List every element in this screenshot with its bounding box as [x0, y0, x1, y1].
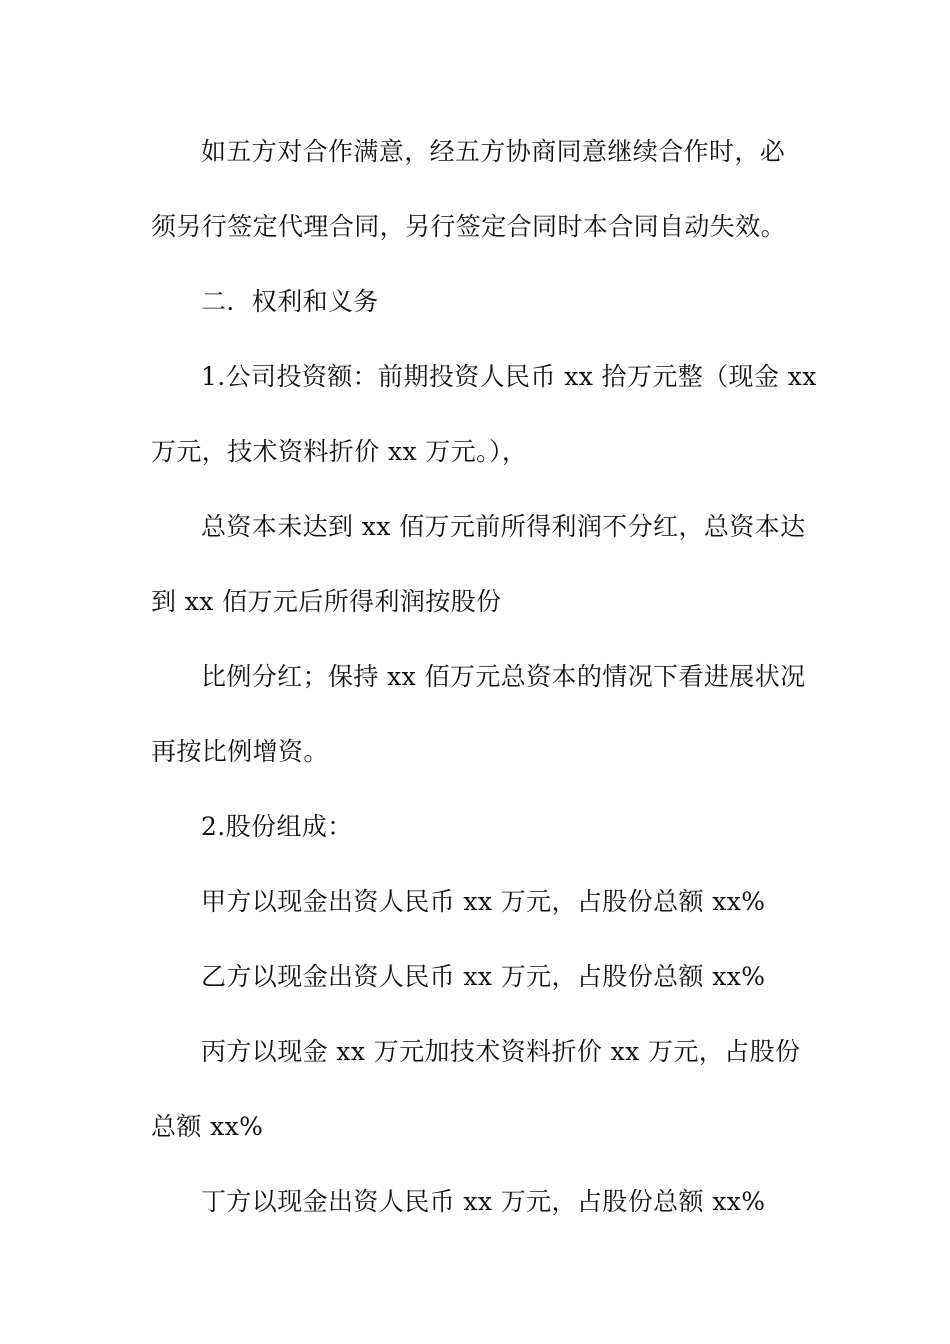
paragraph-line: 如五方对合作满意，经五方协商同意继续合作时，必	[201, 137, 786, 166]
paragraph-line: 到 xx 佰万元后所得利润按股份	[151, 587, 502, 616]
subsection-heading: 2.股份组成：	[201, 812, 353, 841]
paragraph-line: 须另行签定代理合同，另行签定合同时本合同自动失效。	[151, 212, 787, 241]
paragraph-line: 丙方以现金 xx 万元加技术资料折价 xx 万元，占股份	[201, 1037, 801, 1066]
paragraph-line: 丁方以现金出资人民币 xx 万元，占股份总额 xx%	[201, 1187, 766, 1216]
paragraph-line: 万元，技术资料折价 xx 万元。），	[151, 437, 528, 466]
paragraph-line: 比例分红；保持 xx 佰万元总资本的情况下看进展状况	[201, 662, 806, 691]
section-heading: 二．权利和义务	[201, 287, 379, 316]
paragraph-line: 总额 xx%	[151, 1112, 264, 1141]
paragraph-line: 总资本未达到 xx 佰万元前所得利润不分红，总资本达	[201, 512, 806, 541]
paragraph-line: 乙方以现金出资人民币 xx 万元，占股份总额 xx%	[201, 962, 766, 991]
paragraph-line: 1.公司投资额：前期投资人民币 xx 拾万元整（现金 xx	[201, 362, 817, 391]
paragraph-line: 甲方以现金出资人民币 xx 万元，占股份总额 xx%	[201, 887, 766, 916]
paragraph-line: 再按比例增资。	[151, 737, 329, 766]
